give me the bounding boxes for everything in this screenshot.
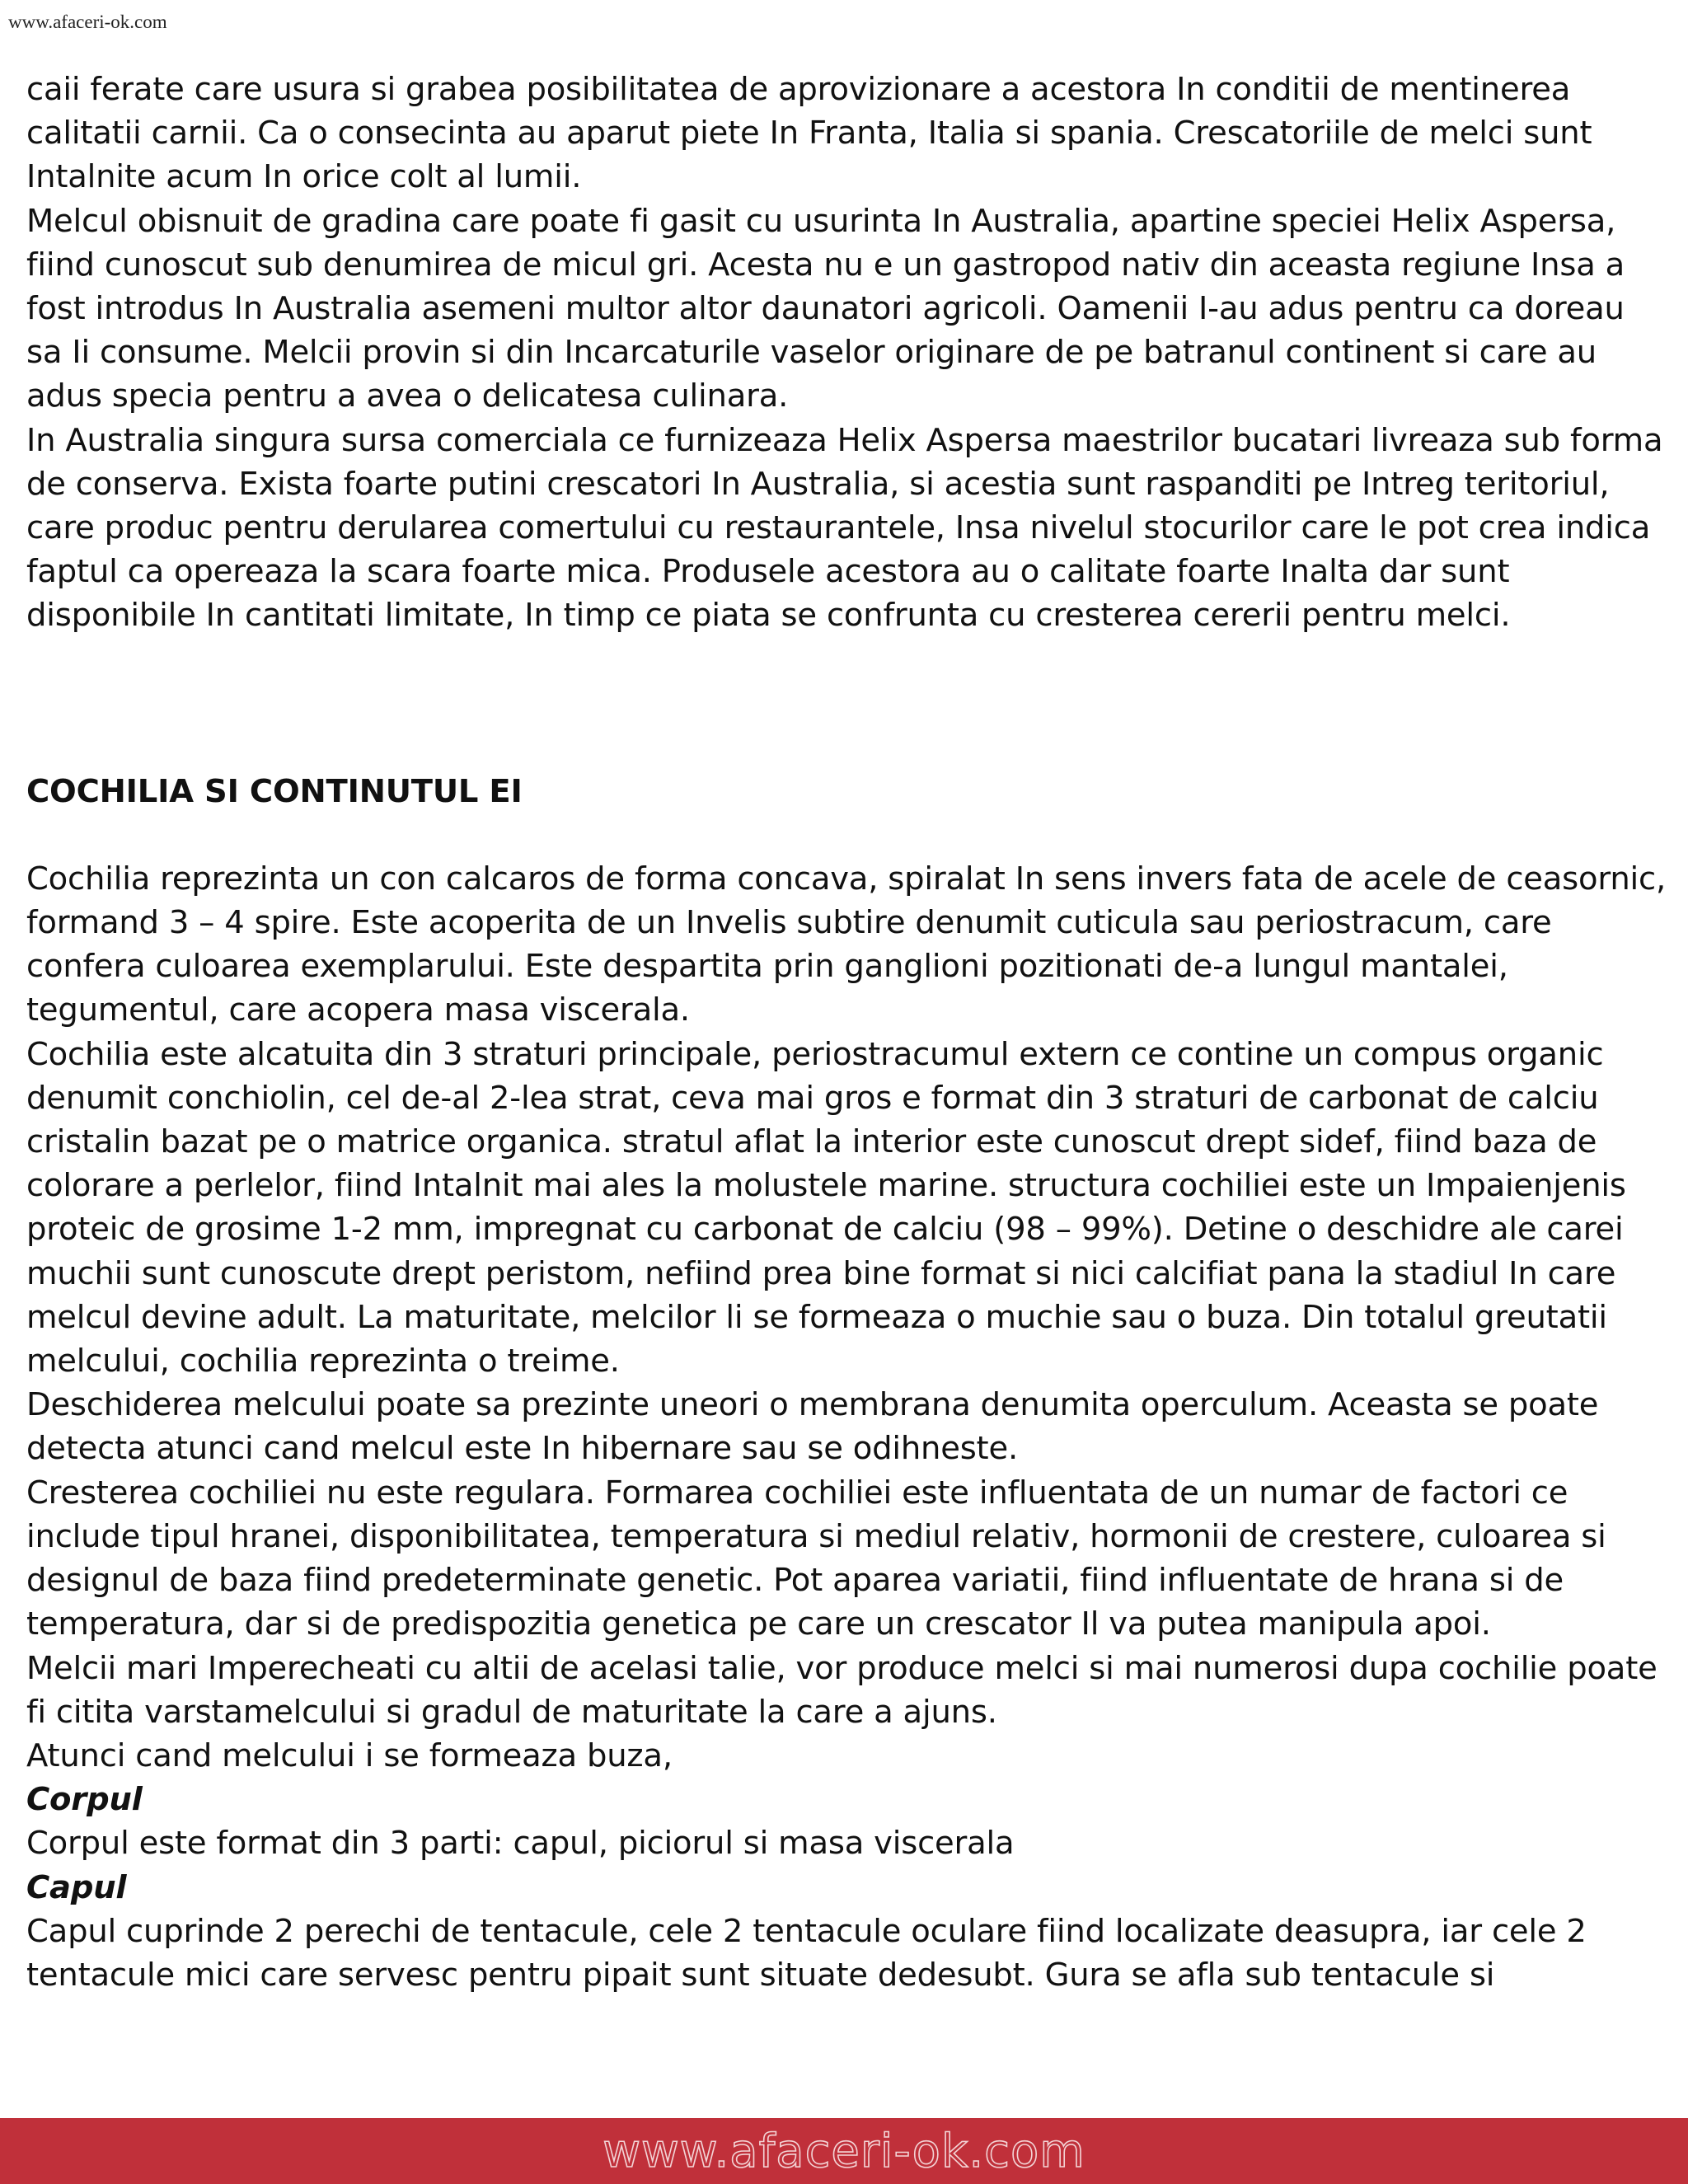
- paragraph: Deschiderea melcului poate sa prezinte uneori o membrana denumita operculum. Aceasta se poate detecta atunci cand melcul este In hibernare sau se odihneste.: [26, 1386, 1599, 1468]
- subheading-corpul: Corpul: [26, 1781, 143, 1819]
- paragraph: Corpul este format din 3 parti: capul, piciorul si masa viscerala: [26, 1825, 1015, 1863]
- paragraph: Cochilia reprezinta un con calcaros de forma concava, spiralat In sens invers fata de acele de ceasornic, formand 3 – 4 spire. Este acoperita de un Invelis subtire denumit cuticula sau periostracum, care confera culoarea exemplarului. Este despartita prin ganglioni pozitionati de-a lungul mantalei, tegumentul, care acopera masa viscerala.: [26, 860, 1667, 1029]
- paragraph: Atunci cand melcului i se formeaza buza,: [26, 1736, 673, 1774]
- paragraph: caii ferate care usura si grabea posibilitatea de aprovizionare a acestora In conditii de mentinerea calitatii carnii. Ca o consecinta au aparut piete In Franta, Italia si spania. Crescatoriile de melci sunt Intalnite acum In orice colt al lumii.: [26, 71, 1592, 196]
- section-heading: COCHILIA SI CONTINUTUL EI: [26, 772, 523, 810]
- footer-banner: [0, 2118, 1688, 2184]
- paragraph: Melcii mari Imperecheati cu altii de acelasi talie, vor produce melci si mai numerosi dupa cochilie poate fi citita varstamelcului si gradul de maturitate la care a ajuns.: [26, 1649, 1658, 1731]
- paragraph: Capul cuprinde 2 perechi de tentacule, cele 2 tentacule oculare fiind localizate deasupra, iar cele 2 tentacule mici care servesc pentru pipait sunt situate dedesubt. Gura se afla sub tentacule si: [26, 1912, 1587, 1994]
- paragraph: Cochilia este alcatuita din 3 straturi principale, periostracumul extern ce contine un compus organic denumit conchiolin, cel de-al 2-lea strat, ceva mai gros e format din 3 straturi de carbonat de calciu cristalin bazat pe o matrice organica. stratul aflat la interior este cunoscut drept sidef, fiind baza de colorare a perlelor, fiind Intalnit mai ales la molustele marine. structura cochiliei este un Impaienjenis proteic de grosime 1-2 mm, impregnat cu carbonat de calciu (98 – 99%). Detine o deschidre ale carei muchii sunt cunoscute drept peristom, nefiind prea bine format si nici calcifiat pana la stadiul In care melcul devine adult. La maturitate, melcilor li se formeaza o muchie sau o buza. Din totalul greutatii melcului, cochilia reprezinta o treime.: [26, 1035, 1626, 1380]
- footer-brand-text: www.afaceri-ok.com: [603, 2124, 1085, 2178]
- paragraph: In Australia singura sursa comerciala ce furnizeaza Helix Aspersa maestrilor bucatari livreaza sub forma de conserva. Exista foarte putini crescatori In Australia, si acestia sunt raspanditi pe Intreg teritoriul, care produc pentru derularea comertului cu restaurantele, Insa nivelul stocurilor care le pot crea indica faptul ca opereaza la scara foarte mica. Produsele acestora au o calitate foarte Inalta dar sunt disponibile In cantitati limitate, In timp ce piata se confrunta cu cresterea cererii pentru melci.: [26, 421, 1663, 635]
- paragraph: Cresterea cochiliei nu este regulara. Formarea cochiliei este influentata de un numar de factori ce include tipul hranei, disponibilitatea, temperatura si mediul relativ, hormonii de crestere, culoarea si designul de baza fiind predeterminate genetic. Pot aparea variatii, fiind influentate de hrana si de temperatura, dar si de predispozitia genetica pe care un crescator Il va putea manipula apoi.: [26, 1474, 1606, 1643]
- header-site-url: www.afaceri-ok.com: [8, 12, 167, 32]
- document-body: [26, 68, 1667, 1997]
- paragraph: Melcul obisnuit de gradina care poate fi gasit cu usurinta In Australia, apartine speciei Helix Aspersa, fiind cunoscut sub denumirea de micul gri. Acesta nu e un gastropod nativ din aceasta regiune Insa a fost introdus In Australia asemeni multor altor daunatori agricoli. Oamenii I-au adus pentru ca doreau sa Ii consume. Melcii provin si din Incarcaturile vaselor originare de pe batranul continent si care au adus specia pentru a avea o delicatesa culinara.: [26, 202, 1625, 415]
- subheading-capul: Capul: [26, 1868, 127, 1906]
